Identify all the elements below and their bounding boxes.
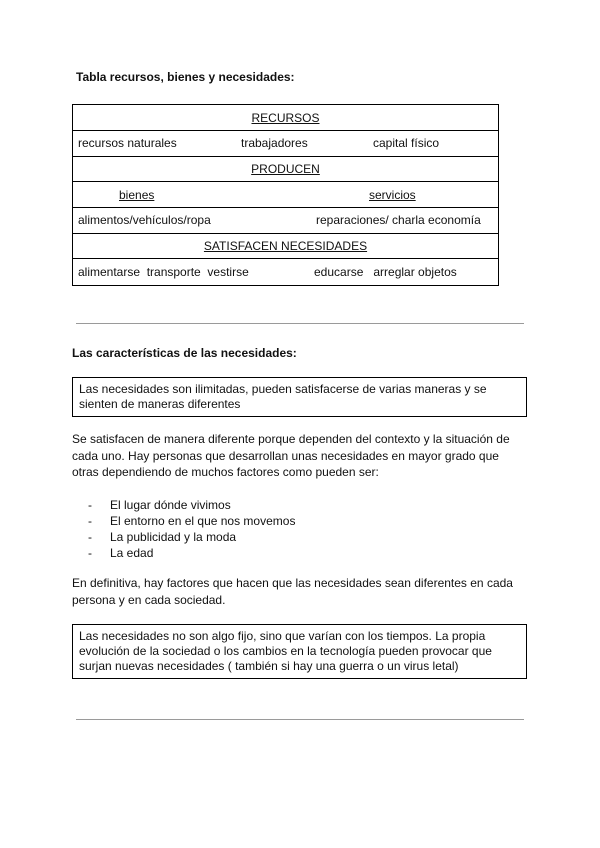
list-item xyxy=(88,545,295,561)
table-title: Tabla recursos, bienes y necesidades: xyxy=(76,70,295,84)
trabajadores: trabajadores xyxy=(241,136,308,150)
producen-header-row xyxy=(73,157,498,182)
divider-bottom xyxy=(76,719,524,720)
bienes-label: bienes xyxy=(119,188,155,202)
recursos-header-row xyxy=(73,105,498,131)
list-item xyxy=(88,497,295,513)
list-item-text: El entorno en el que nos movemos xyxy=(110,514,296,528)
producen-header: PRODUCEN xyxy=(251,162,320,176)
paragraph-contexto: Se satisfacen de manera diferente porque dependen del contexto y la situación de cada uno. Hay personas que desarrollan unas necesidades en mayor grado que otras dependiendo de muchos factores como pueden ser: xyxy=(72,432,510,479)
list-dash: - xyxy=(88,530,92,544)
servicios-examples: reparaciones/ charla economía xyxy=(316,213,481,227)
divider-top xyxy=(76,323,524,324)
recursos-naturales: recursos naturales xyxy=(78,136,177,150)
factors-list xyxy=(88,497,295,561)
list-dash: - xyxy=(88,498,92,512)
list-item xyxy=(88,513,295,529)
necesidades-basicas: alimentarse transporte vestirse xyxy=(78,265,249,279)
paragraph-definitiva: En definitiva, hay factores que hacen que las necesidades sean diferentes en cada persona y en cada sociedad. xyxy=(72,576,513,607)
list-item-text: El lugar dónde vivimos xyxy=(110,498,231,512)
list-item xyxy=(88,529,295,545)
box-ilimitadas: Las necesidades son ilimitadas, pueden satisfacerse de varias maneras y se sienten de maneras diferentes xyxy=(72,377,527,417)
section2-title: Las características de las necesidades: xyxy=(72,346,297,360)
satisfacen-header-row xyxy=(73,234,498,259)
box-no-fijo: Las necesidades no son algo fijo, sino que varían con los tiempos. La propia evolución de la sociedad o los cambios en la tecnología pueden provocar que surjan nuevas necesidades ( también si hay una guerra o un virus letal) xyxy=(72,624,527,679)
capital-fisico: capital físico xyxy=(373,136,440,150)
servicios-label: servicios xyxy=(369,188,416,202)
list-dash: - xyxy=(88,546,92,560)
satisfacen-header: SATISFACEN NECESIDADES xyxy=(203,239,368,253)
necesidades-row xyxy=(73,259,498,285)
recursos-row xyxy=(73,131,498,157)
recursos-header: RECURSOS xyxy=(251,111,320,125)
resources-table xyxy=(72,104,499,286)
examples-row xyxy=(73,208,498,234)
list-item-text: La edad xyxy=(110,546,154,560)
list-dash: - xyxy=(88,514,92,528)
necesidades-otras: educarse arreglar objetos xyxy=(314,265,457,279)
list-item-text: La publicidad y la moda xyxy=(110,530,237,544)
bienes-servicios-row xyxy=(73,182,498,208)
bienes-examples: alimentos/vehículos/ropa xyxy=(78,213,211,227)
